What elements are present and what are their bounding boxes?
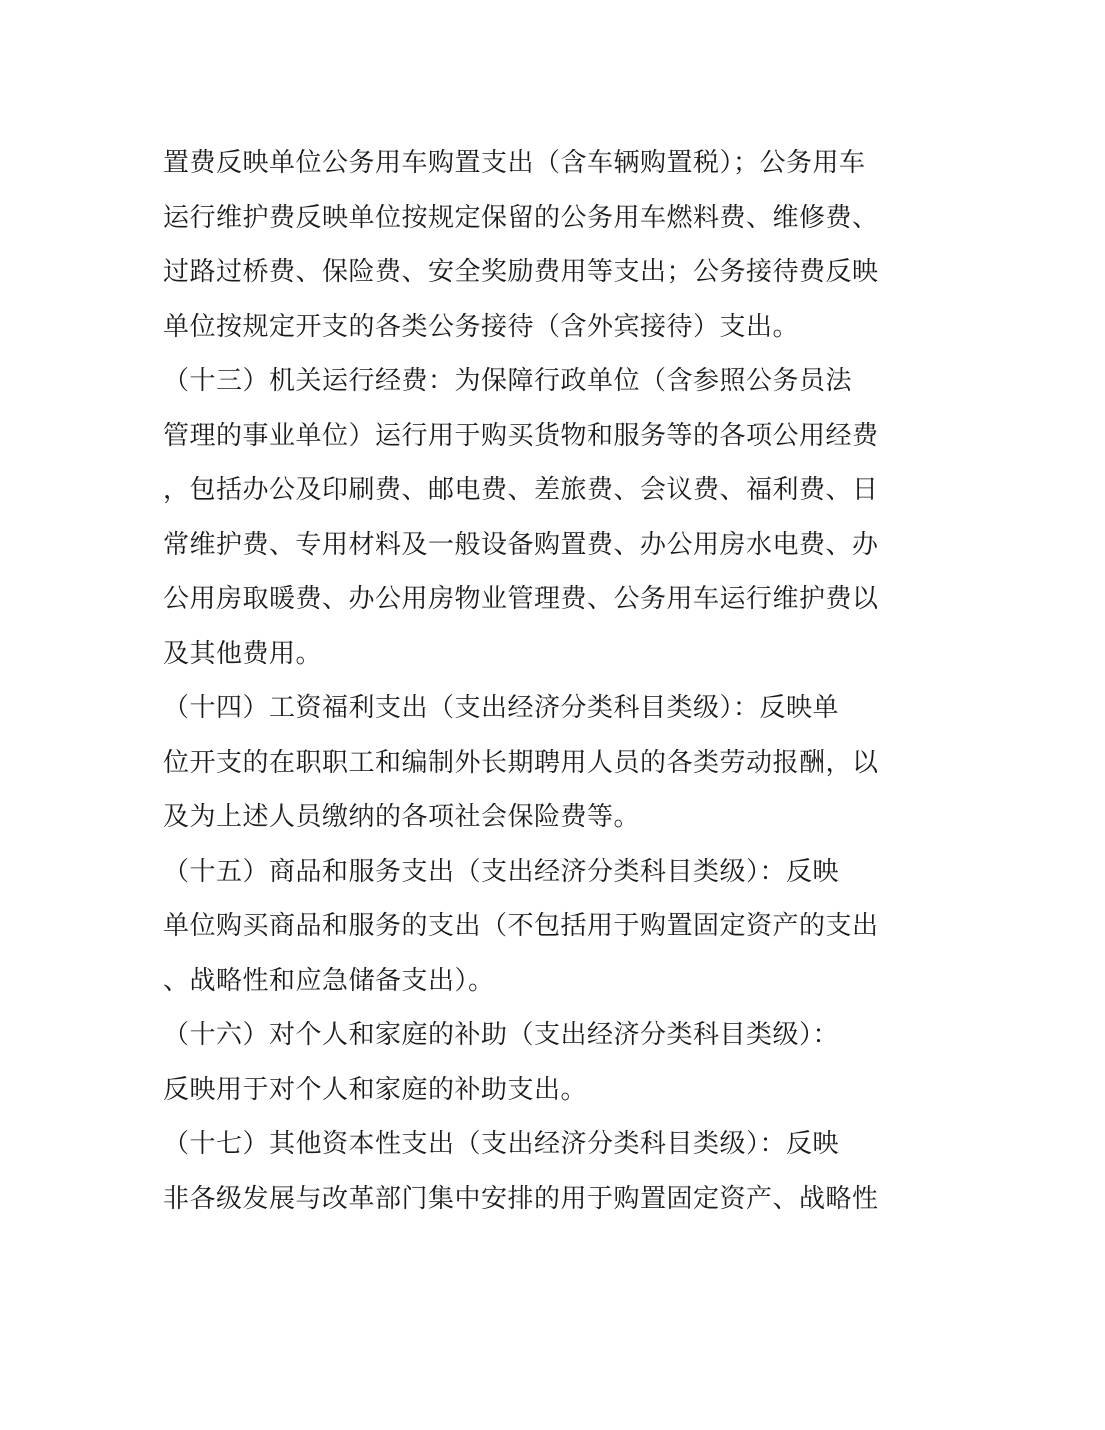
text-line: 及其他费用。 (163, 638, 323, 669)
body-text (163, 136, 953, 1226)
section-heading-16: （十六）对个人和家庭的补助（支出经济分类科目类级）： (163, 1020, 840, 1050)
section-heading-13: （十三）机关运行经费：为保障行政单位（含参照公务员法 (163, 366, 853, 396)
text-line: ，包括办公及印刷费、邮电费、差旅费、会议费、福利费、日 (163, 475, 879, 505)
text-line: 反映用于对个人和家庭的补助支出。 (163, 1074, 588, 1105)
section-heading-15: （十五）商品和服务支出（支出经济分类科目类级）：反映 (163, 856, 840, 887)
text-line: 公用房取暖费、办公用房物业管理费、公务用车运行维护费以 (163, 584, 879, 614)
text-line: 运行维护费反映单位按规定保留的公务用车燃料费、维修费、 (163, 202, 879, 233)
text-line: 及为上述人员缴纳的各项社会保险费等。 (163, 802, 641, 832)
text-line: 单位按规定开支的各类公务接待（含外宾接待）支出。 (163, 311, 800, 342)
section-heading-17: （十七）其他资本性支出（支出经济分类科目类级）：反映 (163, 1129, 840, 1159)
text-line: 单位购买商品和服务的支出（不包括用于购置固定资产的支出 (163, 911, 879, 941)
text-line: 、战略性和应急储备支出）。 (163, 965, 495, 996)
text-line: 管理的事业单位）运行用于购买货物和服务等的各项公用经费 (163, 420, 879, 451)
text-line: 置费反映单位公务用车购置支出（含车辆购置税）；公务用车 (163, 148, 866, 178)
text-line: 位开支的在职职工和编制外长期聘用人员的各类劳动报酬，以 (163, 747, 879, 778)
text-line: 非各级发展与改革部门集中安排的用于购置固定资产、战略性 (163, 1183, 879, 1214)
text-line: 常维护费、专用材料及一般设备购置费、办公用房水电费、办 (163, 529, 879, 560)
section-heading-14: （十四）工资福利支出（支出经济分类科目类级）：反映单 (163, 693, 840, 723)
text-line: 过路过桥费、保险费、安全奖励费用等支出；公务接待费反映 (163, 257, 879, 287)
